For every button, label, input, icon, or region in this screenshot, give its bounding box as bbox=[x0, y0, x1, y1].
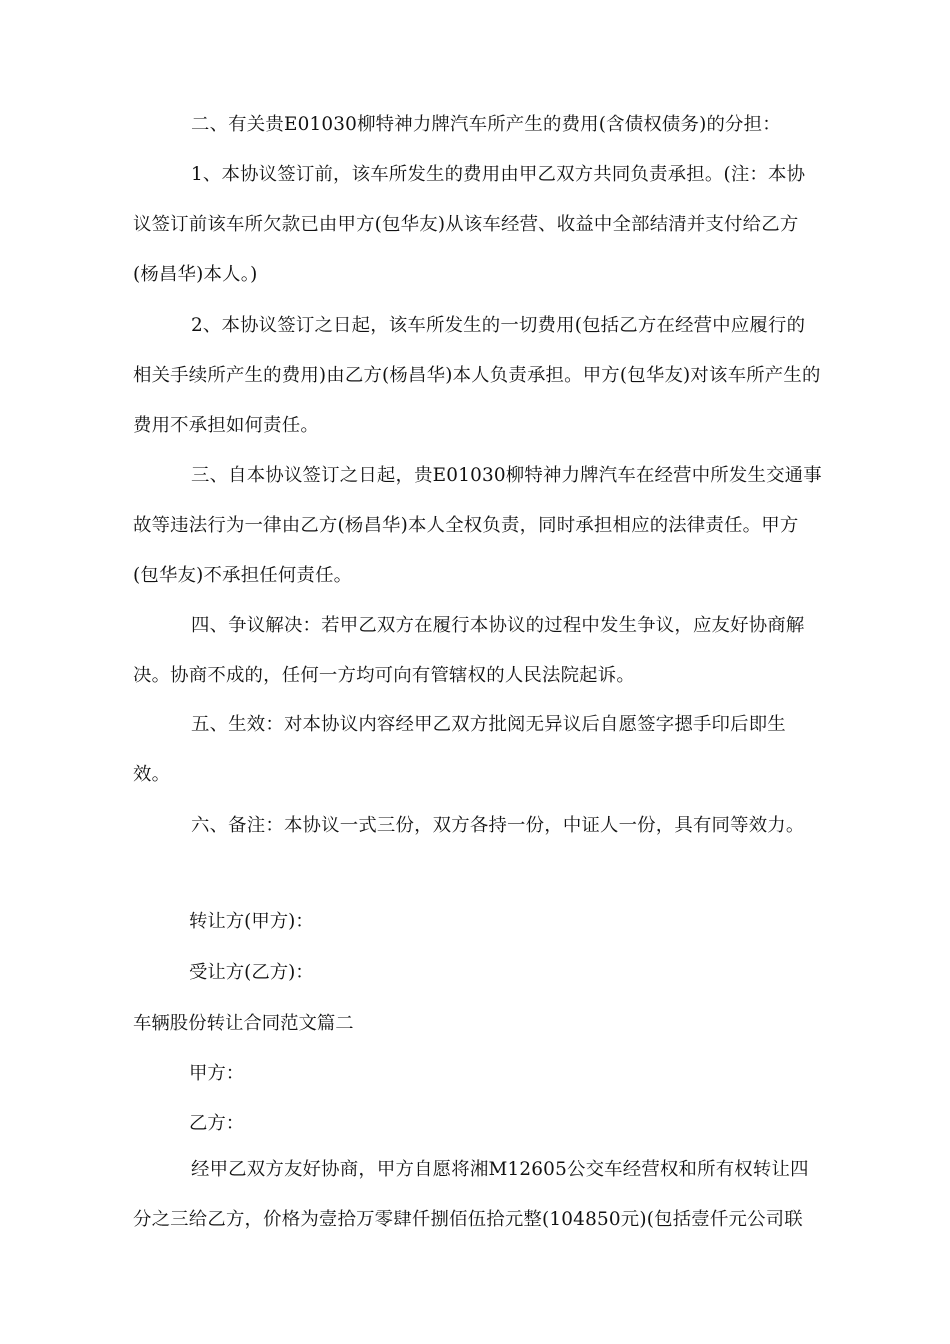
paragraph-cost-sharing-heading: 二、有关贵E01030柳特神力牌汽车所产生的费用(含债权债务)的分担： bbox=[191, 114, 781, 135]
paragraph-clause-1: 1、本协议签订前，该车所发生的费用由甲乙双方共同负责承担。(注：本协议签订前该车所欠款已由甲方(包华友)从该车经营、收益中全部结清并支付给乙方(杨昌华)本人。) bbox=[133, 164, 806, 285]
party-a-label: 甲方： bbox=[189, 1063, 245, 1084]
section-title: 车辆股份转让合同范文篇二 bbox=[133, 1013, 354, 1034]
paragraph-remarks: 六、备注：本协议一式三份，双方各持一份，中证人一份，具有同等效力。 bbox=[191, 815, 805, 836]
party-b-label: 乙方： bbox=[189, 1113, 245, 1134]
paragraph-clause-three: 三、自本协议签订之日起，贵E01030柳特神力牌汽车在经营中所发生交通事故等违法行为一律由乙方(杨昌华)本人全权负责，同时承担相应的法律责任。甲方(包华友)不承担任何责任。 bbox=[133, 465, 822, 586]
paragraph-dispute-resolution: 四、争议解决：若甲乙双方在履行本协议的过程中发生争议，应友好协商解决。协商不成的，任何一方均可向有管辖权的人民法院起诉。 bbox=[133, 615, 805, 686]
paragraph-effectiveness: 五、生效：对本协议内容经甲乙双方批阅无异议后自愿签字摁手印后即生效。 bbox=[133, 714, 786, 785]
paragraph-clause-2: 2、本协议签订之日起，该车所发生的一切费用(包括乙方在经营中应履行的相关手续所产生的费用)由乙方(杨昌华)本人负责承担。甲方(包华友)对该车所产生的费用不承担如何责任。 bbox=[133, 315, 821, 436]
signature-transferee: 受让方(乙方)： bbox=[189, 962, 314, 983]
signature-transferor: 转让方(甲方)： bbox=[189, 911, 314, 932]
paragraph-transfer-terms: 经甲乙双方友好协商，甲方自愿将湘M12605公交车经营权和所有权转让四分之三给乙方，价格为壹拾万零肆仟捌佰伍拾元整(104850元)(包括壹仟元公司联 bbox=[133, 1159, 809, 1230]
